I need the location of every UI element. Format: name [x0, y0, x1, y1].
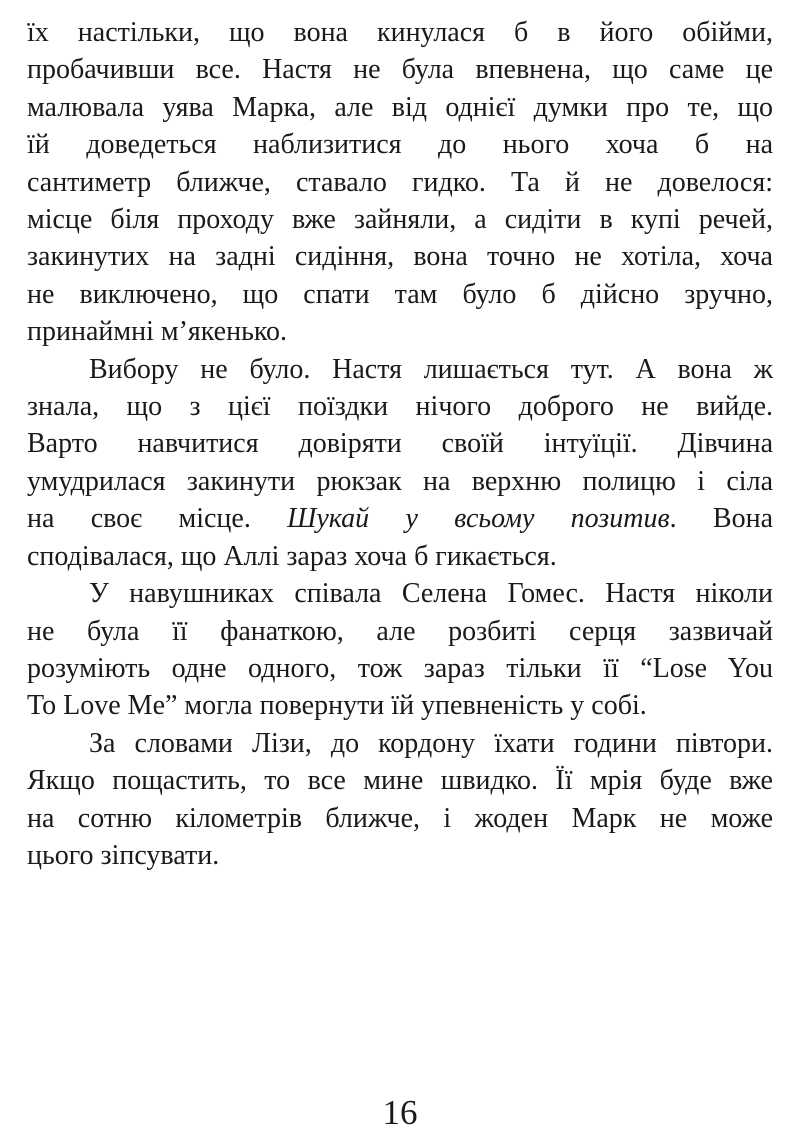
text-line [27, 500, 773, 537]
text-line [27, 351, 773, 388]
text-line [27, 51, 773, 88]
text-line [27, 89, 773, 126]
text-line [27, 538, 773, 575]
text-line [27, 687, 773, 724]
text-segment: місце біля проходу вже зайняли, а сидіти в купі речей, [27, 204, 773, 236]
text-line [27, 725, 773, 762]
text-line [27, 762, 773, 799]
text-segment: не виключено, що спати там було б дійсно зручно, [27, 278, 773, 310]
text-segment: закинутих на задні сидіння, вона точно не хотіла, хоча [27, 241, 773, 273]
text-line [27, 650, 773, 687]
text-line [27, 575, 773, 612]
page-number: 16 [382, 1093, 418, 1132]
text-segment: малювала уява Марка, але від однієї думки про те, що [27, 91, 773, 123]
text-segment: їх настільки, що вона кинулася б в його обійми, [27, 17, 773, 48]
text-line [27, 14, 773, 51]
text-segment: їй доведеться наблизитися до нього хоча б на [27, 129, 773, 161]
text-segment: Якщо пощастить, то все мине швидко. Її мрія буде вже [27, 765, 773, 797]
text-segment: Вибору не було. Настя лишається тут. А вона ж [89, 353, 773, 385]
text-line [27, 238, 773, 275]
text-line [27, 164, 773, 201]
text-segment: У навушниках співала Селена Гомес. Настя ніколи [89, 578, 773, 610]
text-line [27, 800, 773, 837]
text-line [27, 425, 773, 462]
text-segment: розуміють одне одного, тож зараз тільки її “Lose You [27, 652, 773, 684]
text-segment: пробачивши все. Настя не була впевнена, що саме це [27, 54, 773, 86]
text-line [27, 463, 773, 500]
text-segment: цього зіпсувати. [27, 839, 220, 871]
text-segment: Варто навчитися довіряти своїй інтуїції. Дівчина [27, 428, 773, 460]
text-line [27, 201, 773, 238]
text-line [27, 388, 773, 425]
text-segment: на сотню кілометрів ближче, і жоден Марк не може [27, 802, 773, 834]
text-segment: To Love Me” могла повернути їй упевненість у собі. [27, 690, 647, 722]
text-line [27, 313, 773, 350]
text-line [27, 276, 773, 313]
text-segment: сантиметр ближче, ставало гидко. Та й не довелося: [27, 166, 773, 198]
text-segment: принаймні м’якенько. [27, 316, 288, 348]
text-line [27, 126, 773, 163]
italic-text-segment: Шукай у всьому позитив [287, 503, 670, 535]
text-segment: знала, що з цієї поїздки нічого доброго не вийде. [27, 391, 773, 423]
text-segment: умудрилася закинути рюкзак на верхню полицю і сіла [27, 465, 773, 497]
text-segment: сподівалася, що Аллі зараз хоча б гикається. [27, 540, 557, 572]
text-segment: За словами Лізи, до кордону їхати години півтори. [89, 727, 773, 759]
page-text [27, 14, 773, 874]
text-line [27, 613, 773, 650]
text-segment: . Вона [669, 503, 773, 535]
text-segment: на своє місце. [27, 503, 288, 535]
text-line [27, 837, 773, 874]
text-segment: не була її фанаткою, але розбиті серця зазвичай [27, 615, 773, 647]
